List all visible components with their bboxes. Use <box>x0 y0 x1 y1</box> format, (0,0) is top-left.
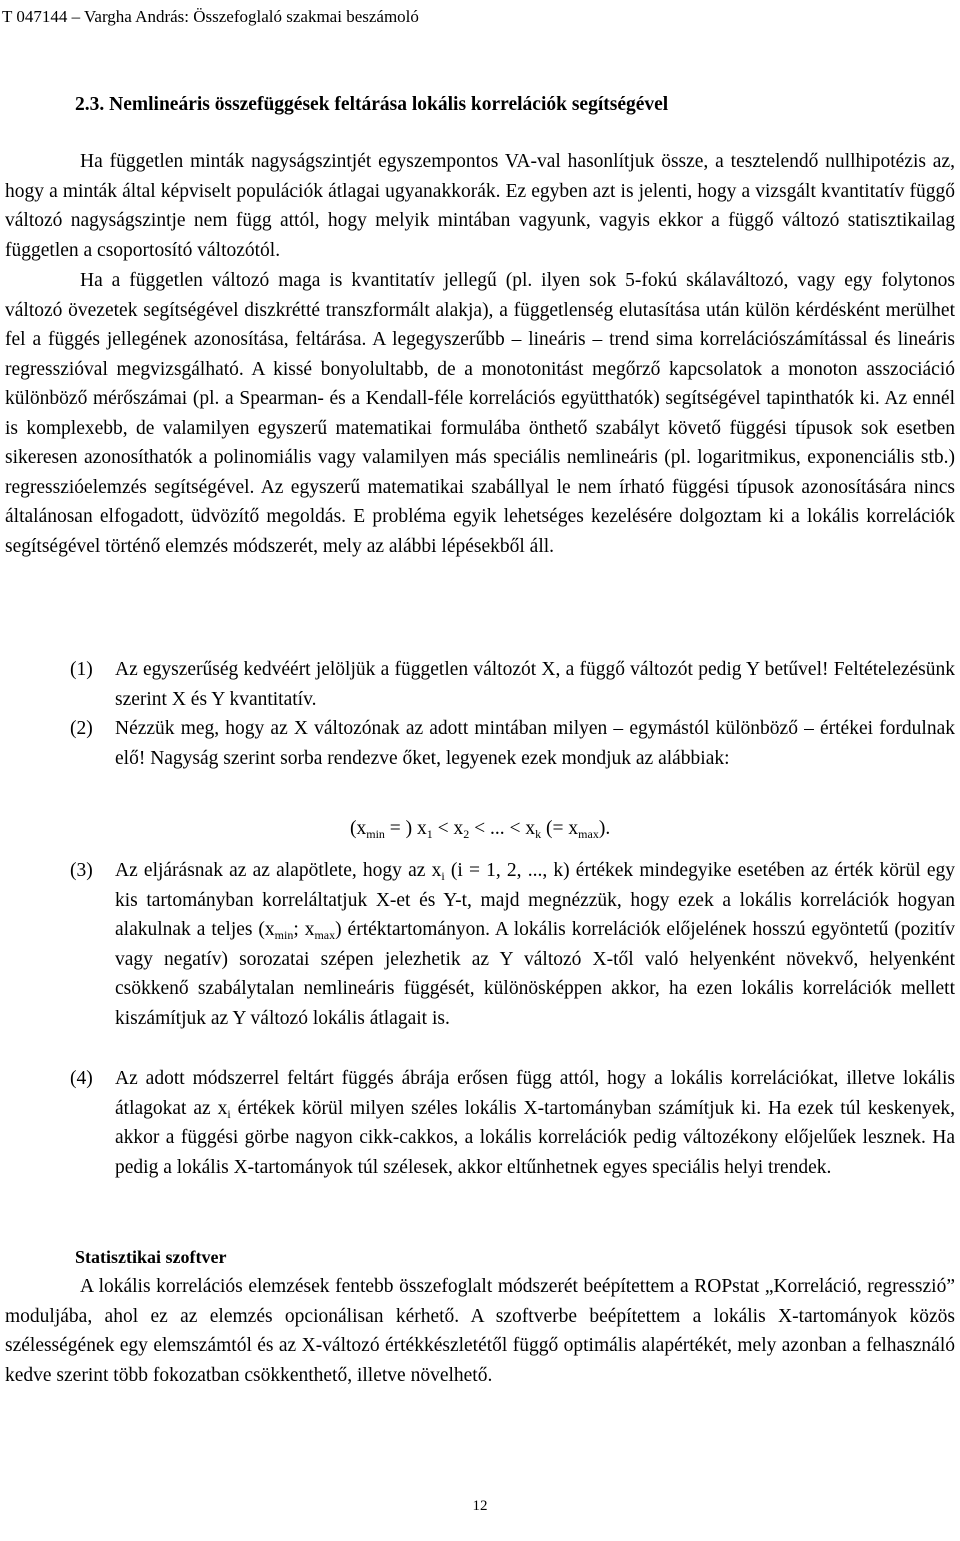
paragraph-nonlinear: Ha a független változó maga is kvantitatív jellegű (pl. ilyen sok 5-fokú skálaváltozó, vagy egy folytonos változó övezetek segítségével diszkrétté transzformált alakja), a függetlenség elutasítása után külön kérdésként merülhet fel a függés jellegének azonosítása, feltárása. A legegyszerűbb – lineáris – trend sima korrelációszámítással és lineáris regresszióval megvizsgálható. A kissé bonyolultabb, de a monotonitást megőrző kapcsolatok a monoton asszociáció különböző mérőszámai (pl. a Spearman- és a Kendall-féle korrelációs együtthatók) segítségével tapinthatók ki. Az ennél is komplexebb, de valamilyen egyszerű matematikai formulába önthető szabályt követő függési típusok sok esetben sikeresen azonosíthatók a polinomiális vagy valamilyen más speciális nemlineáris (pl. logaritmikus, exponenciális stb.) regresszióelemzés segítségével. Az egyszerű matematikai szabállyal le nem írható függési típusok azonosítására nincs általánosan elfogadott, üdvözítő megoldás. E probléma egyik lehetséges kezelésére dolgoztam ki a lokális korrelációk segítségével történő elemzés módszerét, mely az alábbi lépésekből áll. <box>5 270 955 557</box>
step-number: (4) <box>70 1068 93 1089</box>
step-text: Nézzük meg, hogy az X változónak az adott mintában milyen – egymástól különböző – értékei fordulnak elő! Nagyság szerint sorba rendezve őket, legyenek ezek mondjuk az alábbiak: <box>115 718 955 769</box>
section-title: 2.3. Nemlineáris összefüggések feltárása lokális korrelációk segítségével <box>75 94 669 115</box>
ordering-formula: ($x_{min}$ = ) $x_1 < x_2$ < ... < $x_k$ (= $x_{max}$). <box>350 818 611 841</box>
step-text: Az eljárásnak az az alapötlete, hogy az $x_i$ (i = 1, 2, ..., k) értékek mindegyike esetében az érték körül egy kis tartományban korreláltatjuk X-et és Y-t, majd megnézzük, hogy ezek a lokális korrelációk hogyan alakulnak a teljes ($x_{min}$; $x_{max}$) értéktartományon. A lokális korrelációk előjelének hosszú egyöntetű (pozitív vagy negatív) sorozatai szépen jelezhetik az Y változó X-től való helyenként növekvő, helyenként csökkenő szabálytalan nemlineáris függését, különösképpen akkor, ha ezen lokális korrelációk mellett kiszámítjuk az Y változó lokális átlagait is. <box>115 860 955 1029</box>
step-text: Az adott módszerrel feltárt függés ábrája erősen függ attól, hogy a lokális korrelációkat, illetve lokális átlagokat az $x_i$ értékek körül milyen széles lokális X-tartományban számítjuk ki. Ha ezek túl keskenyek, akkor a függési görbe nagyon cikk-cakkos, a lokális korrelációk pedig változékony előjelűek lesznek. Ha pedig a lokális X-tartományok túl szélesek, akkor eltűnhetnek egyes speciális helyi trendek. <box>115 1068 955 1178</box>
step-text: Az egyszerűség kedvéért jelöljük a független változót X, a függő változót pedig Y betűvel! Feltételezésünk szerint X és Y kvantitatív. <box>115 659 955 710</box>
software-heading: Statisztikai szoftver <box>75 1247 227 1267</box>
page-number: 12 <box>472 1498 488 1514</box>
step-number: (2) <box>70 718 93 739</box>
running-header: T 047144 – Vargha András: Összefoglaló szakmai beszámoló <box>2 7 419 26</box>
step-number: (1) <box>70 659 93 680</box>
step-number: (3) <box>70 860 93 881</box>
paragraph-intro: Ha független minták nagyságszintjét egyszempontos VA-val hasonlítjuk össze, a tesztelendő nullhipotézis az, hogy a minták által képviselt populációk átlagai ugyanakkorák. Ez egyben azt is jelenti, hogy a vizsgált kvantitatív függő változó nagyságszintje nem függ attól, hogy melyik mintában vagyunk, vagyis ekkor a függő változó statisztikailag független a csoportosító változótól. <box>5 151 955 261</box>
paragraph-software: A lokális korrelációs elemzések fentebb összefoglalt módszerét beépítettem a ROPstat „Korreláció, regresszió” moduljába, ahol ez az elemzés opcionálisan kérhető. A szoftverbe beépítettem a lokális X-tartományok közös szélességének egy elemszámtól és az X-változó értékkészletétől függő optimális alapértékét, mely azonban a felhasználó kedve szerint több fokozatban csökkenthető, illetve növelhető. <box>5 1276 955 1386</box>
